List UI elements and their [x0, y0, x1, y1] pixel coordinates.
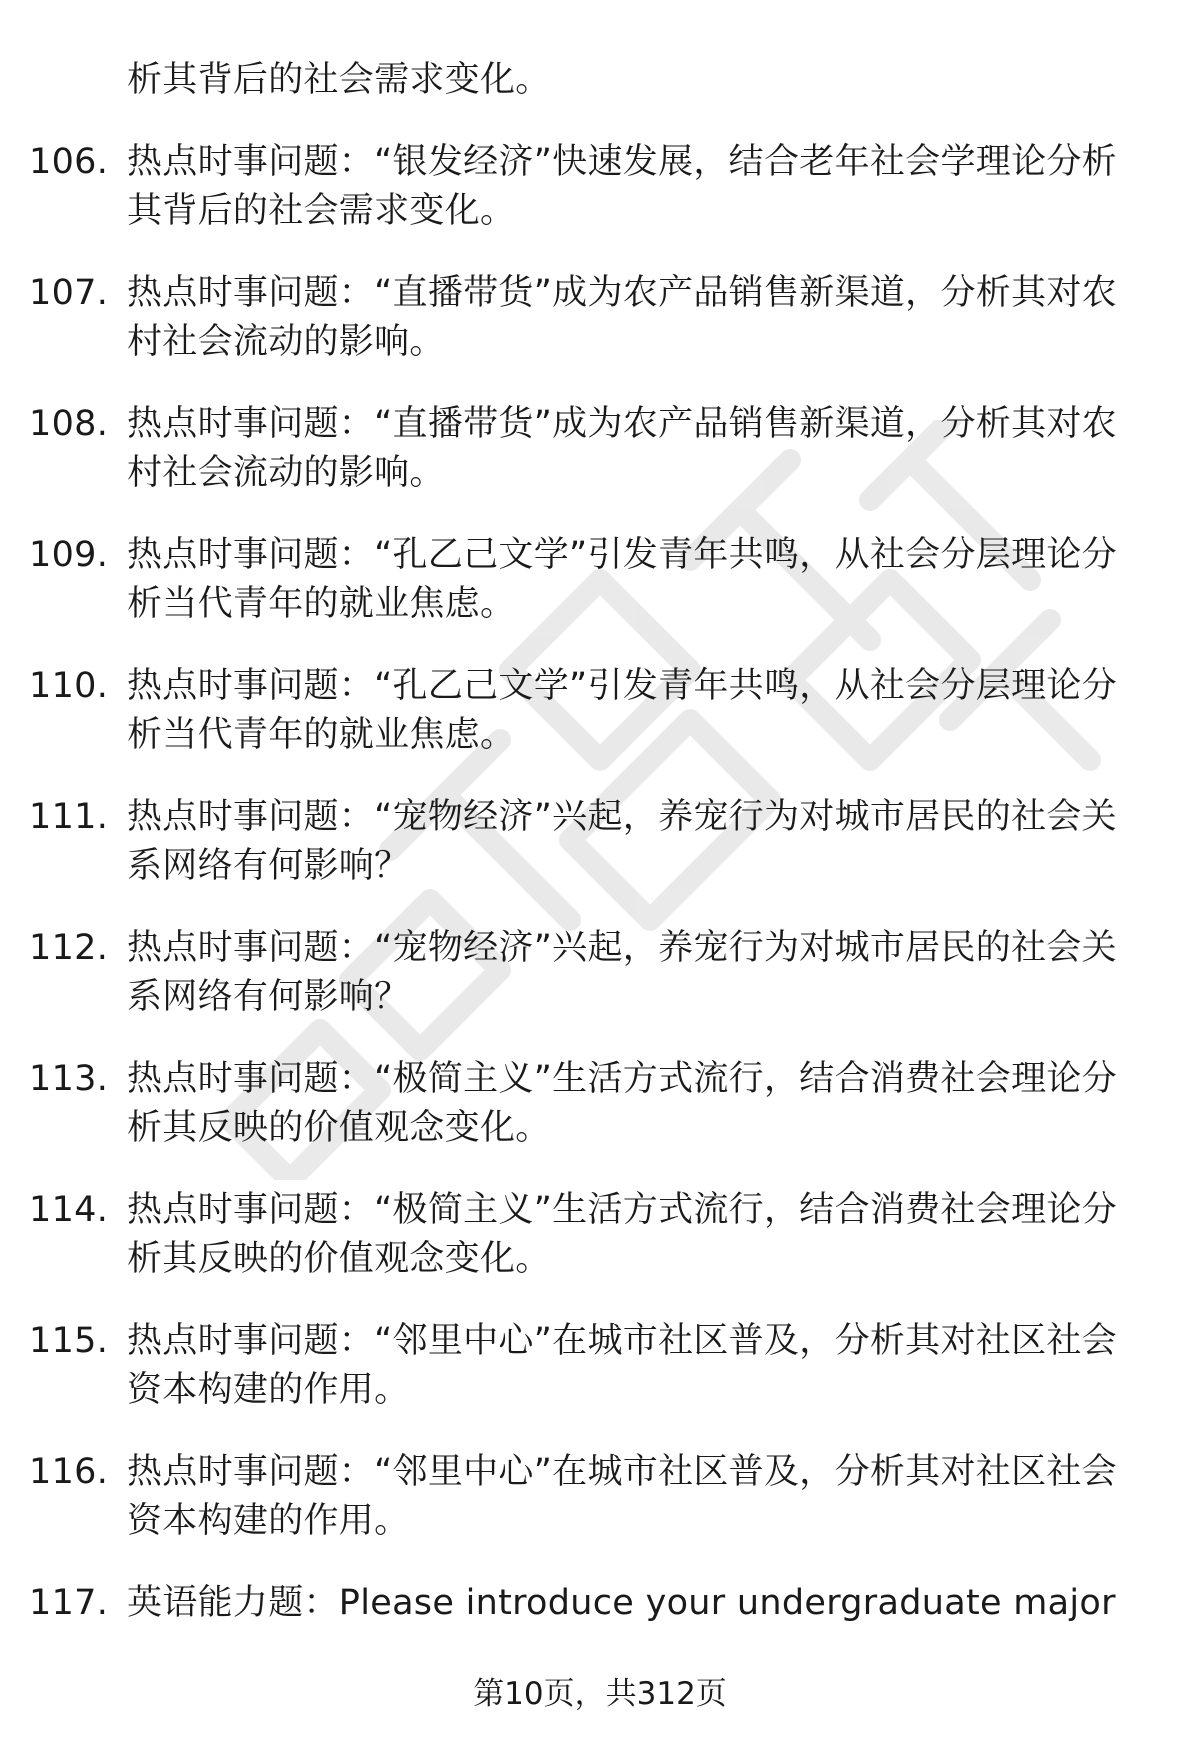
question-item [0, 138, 1200, 236]
question-text: 热点时事问题：“极简主义”生活方式流行，结合消费社会理论分析其反映的价值观念变化。 [127, 1059, 1117, 1148]
question-item [0, 662, 1200, 760]
question-number: 111. [29, 797, 109, 837]
continued-text: 析其背后的社会需求变化。 [127, 60, 551, 100]
question-text: 热点时事问题：“直播带货”成为农产品销售新渠道，分析其对农村社会流动的影响。 [127, 404, 1117, 493]
question-number: 109. [29, 535, 109, 575]
question-text: 热点时事问题：“宠物经济”兴起，养宠行为对城市居民的社会关系网络有何影响？ [127, 928, 1117, 1017]
question-text: 英语能力题：Please introduce your undergraduate major [127, 1583, 1116, 1623]
question-number: 108. [29, 404, 109, 444]
question-number: 107. [29, 273, 109, 313]
question-text: 热点时事问题：“孔乙己文学”引发青年共鸣，从社会分层理论分析当代青年的就业焦虑。 [127, 666, 1117, 755]
question-item [0, 400, 1200, 498]
question-item [0, 1448, 1200, 1546]
question-number: 116. [29, 1452, 109, 1492]
question-number: 106. [29, 142, 109, 182]
question-text: 热点时事问题：“邻里中心”在城市社区普及，分析其对社区社会资本构建的作用。 [127, 1321, 1117, 1410]
question-text: 热点时事问题：“宠物经济”兴起，养宠行为对城市居民的社会关系网络有何影响？ [127, 797, 1117, 886]
question-number: 112. [29, 928, 109, 968]
question-list [0, 56, 1200, 1628]
question-text: 热点时事问题：“直播带货”成为农产品销售新渠道，分析其对农村社会流动的影响。 [127, 273, 1117, 362]
question-number: 110. [29, 666, 109, 706]
question-number: 115. [29, 1321, 109, 1361]
question-item [0, 1055, 1200, 1153]
question-text: 热点时事问题：“孔乙己文学”引发青年共鸣，从社会分层理论分析当代青年的就业焦虑。 [127, 535, 1117, 624]
question-item [0, 924, 1200, 1022]
question-text: 热点时事问题：“极简主义”生活方式流行，结合消费社会理论分析其反映的价值观念变化。 [127, 1190, 1117, 1279]
question-item [0, 1579, 1200, 1628]
question-number: 114. [29, 1190, 109, 1230]
question-item [0, 269, 1200, 367]
question-item [0, 1186, 1200, 1284]
question-item [0, 793, 1200, 891]
question-item [0, 1317, 1200, 1415]
question-text: 热点时事问题：“银发经济”快速发展，结合老年社会学理论分析其背后的社会需求变化。 [127, 142, 1117, 231]
question-text: 热点时事问题：“邻里中心”在城市社区普及，分析其对社区社会资本构建的作用。 [127, 1452, 1117, 1541]
question-number: 113. [29, 1059, 109, 1099]
question-item [0, 531, 1200, 629]
page-footer: 第10页，共312页 [473, 1676, 727, 1712]
question-number: 117. [29, 1583, 109, 1623]
